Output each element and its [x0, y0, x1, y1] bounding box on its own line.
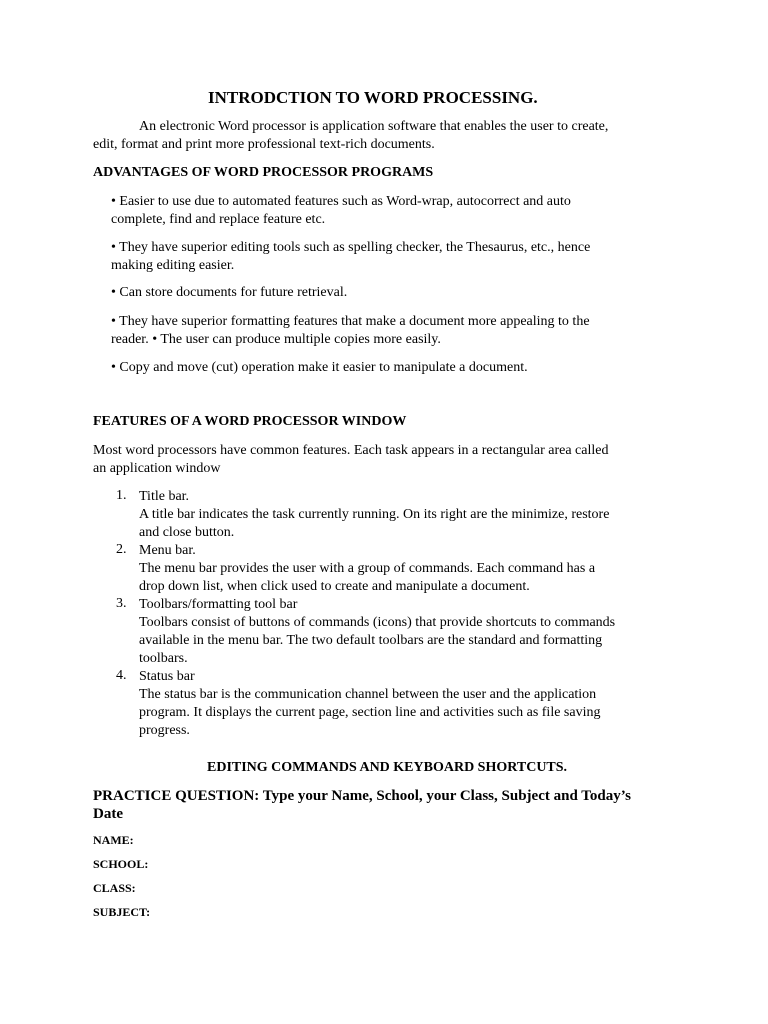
feature-title-1: Title bar.: [139, 489, 190, 504]
intro-line-1: An electronic Word processor is application software that enables the user to create,: [139, 119, 609, 134]
editing-commands-heading: EDITING COMMANDS AND KEYBOARD SHORTCUTS.: [207, 760, 568, 775]
advantage-bullet-1-line-1: • Easier to use due to automated features such as Word-wrap, autocorrect and auto: [111, 194, 571, 209]
advantage-bullet-3-line-1: • Can store documents for future retrieval.: [111, 285, 348, 300]
advantage-bullet-4-line-2: reader. • The user can produce multiple copies more easily.: [111, 332, 441, 347]
feature-title-4: Status bar: [139, 669, 195, 684]
feature-desc-1-line-1: A title bar indicates the task currently running. On its right are the minimize, restore: [139, 507, 610, 522]
class-label: CLASS:: [93, 881, 136, 895]
advantages-heading: ADVANTAGES OF WORD PROCESSOR PROGRAMS: [93, 165, 434, 180]
feature-number-2: 2.: [116, 542, 127, 557]
subject-label: SUBJECT:: [93, 905, 151, 919]
feature-desc-2-line-1: The menu bar provides the user with a group of commands. Each command has a: [139, 561, 596, 576]
feature-desc-3-line-3: toolbars.: [139, 651, 188, 666]
practice-question-line-1: PRACTICE QUESTION: Type your Name, School, your Class, Subject and Today’s: [93, 788, 632, 804]
practice-question-line-2: Date: [93, 806, 123, 822]
advantage-bullet-2-line-2: making editing easier.: [111, 258, 235, 273]
feature-desc-3-line-1: Toolbars consist of buttons of commands (icons) that provide shortcuts to commands: [139, 615, 616, 630]
document-title: INTRODCTION TO WORD PROCESSING.: [208, 88, 538, 107]
features-intro-line-1: Most word processors have common features. Each task appears in a rectangular area called: [93, 443, 609, 458]
feature-desc-4-line-2: program. It displays the current page, section line and activities such as file saving: [139, 705, 601, 720]
advantage-bullet-1-line-2: complete, find and replace feature etc.: [111, 212, 326, 227]
advantage-bullet-4-line-1: • They have superior formatting features that make a document more appealing to the: [111, 314, 590, 329]
feature-desc-4-line-1: The status bar is the communication channel between the user and the application: [139, 687, 597, 702]
feature-desc-3-line-2: available in the menu bar. The two default toolbars are the standard and formatting: [139, 633, 603, 648]
feature-desc-4-line-3: progress.: [139, 723, 190, 738]
advantage-bullet-2-line-1: • They have superior editing tools such as spelling checker, the Thesaurus, etc., hence: [111, 240, 591, 255]
name-label: NAME:: [93, 833, 134, 847]
intro-line-2: edit, format and print more professional text-rich documents.: [93, 137, 435, 152]
school-label: SCHOOL:: [93, 857, 149, 871]
feature-number-4: 4.: [116, 668, 127, 683]
feature-desc-2-line-2: drop down list, when click used to create and manipulate a document.: [139, 579, 530, 594]
feature-number-3: 3.: [116, 596, 127, 611]
feature-title-2: Menu bar.: [139, 543, 196, 558]
feature-desc-1-line-2: and close button.: [139, 525, 235, 540]
feature-number-1: 1.: [116, 488, 127, 503]
features-intro-line-2: an application window: [93, 461, 221, 476]
advantage-bullet-5-line-1: • Copy and move (cut) operation make it easier to manipulate a document.: [111, 360, 528, 375]
features-heading: FEATURES OF A WORD PROCESSOR WINDOW: [93, 414, 407, 429]
feature-title-3: Toolbars/formatting tool bar: [139, 597, 298, 612]
